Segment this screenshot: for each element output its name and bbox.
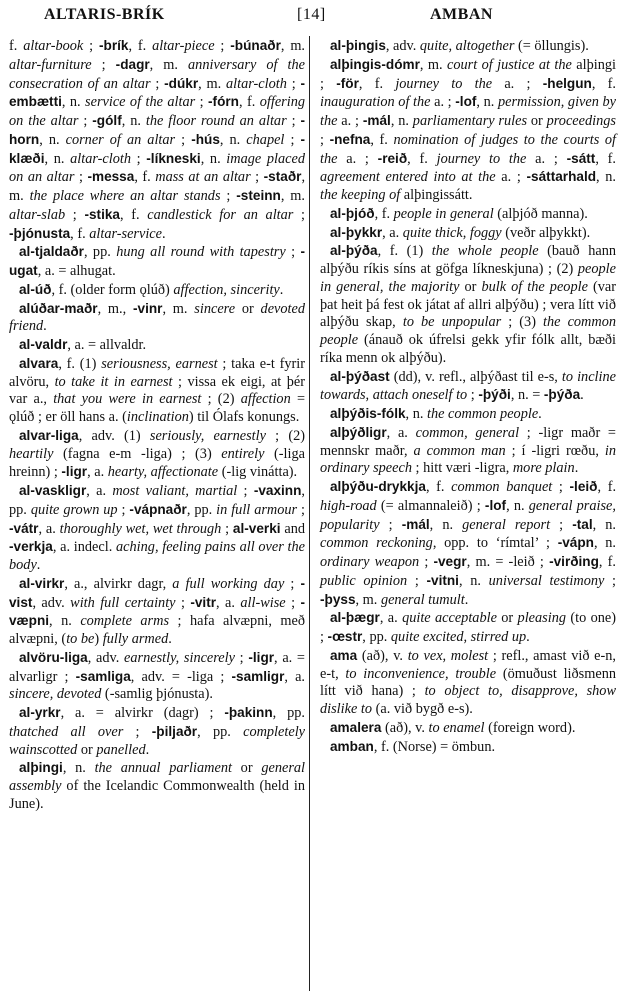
dictionary-entry: al-tjaldaðr, pp. hung all round with tapestry ; -ugat, a. = alhugat. (9, 244, 306, 279)
dictionary-entry: alvara, f. (1) seriousness, earnest ; taka e-t fyrir alvöru, to take it in earnest ; vissa ek eigi, at þér var a., that you were in earnest ; (2) affection = ǫlúð ; er öll hans a. (inclination) til Ólafs konungs. (9, 355, 306, 425)
dictionary-entry: alþýðis-fólk, n. the common people. (330, 406, 542, 422)
left-column (9, 37, 305, 814)
dictionary-entry: ama (að), v. to vex, molest ; refl., amast við e-n, e-t, to inconvenience, trouble (ömuðust liðsmenn lítt við hana) ; to object to, disapprove, show dislike to (a. við bygð e-s). (320, 647, 617, 717)
dictionary-entry: al-yrkr, a. = alvirkr (dagr) ; -þakinn, pp. thatched all over ; -þiljaðr, pp. completely wainscotted or panelled. (9, 705, 306, 758)
running-head-right: AMBAN (430, 6, 493, 23)
dictionary-entry: amban, f. (Norse) = ömbun. (330, 738, 496, 755)
dictionary-entry: al-virkr, a., alvirkr dagr, a full working day ; -vist, adv. with full certainty ; -vitr, a. all-wise ; -væpni, n. complete arms ; hafa alvæpni, með alvæpni, (to be) fully armed. (9, 575, 306, 647)
dictionary-entry: alúðar-maðr, m., -vinr, m. sincere or devoted friend. (9, 300, 306, 335)
dictionary-entry: alþingis-dómr, m. court of justice at the alþingi ; -för, f. journey to the a. ; -helgun, f. inauguration of the a. ; -lof, n. permission, given by the a. ; -mál, n. parliamentary rules or proceedings ; -nefna, f. nomination of judges to the courts of the a. ; -reið, f. journey to the a. ; -sátt, f. agreement entered into at the a. ; -sáttarhald, n. the keeping of alþingissátt. (320, 56, 616, 203)
dictionary-entry: f. altar-book ; -brík, f. altar-piece ; -búnaðr, m. altar-furniture ; -dagr, m. anniversary of the consecration of an altar ; -dúkr, m. altar-cloth ; -embætti, n. service of the altar ; -fórn, f. offering on the altar ; -gólf, n. the floor round an altar ; -horn, n. corner of an altar ; -hús, n. chapel ; -klæði, n. altar-cloth ; -líkneski, n. image placed on an altar ; -messa, f. mass at an altar ; -staðr, m. the place where an altar stands ; -steinn, m. altar-slab ; -stika, f. candlestick for an altar ; -þjónusta, f. altar-service. (9, 38, 306, 242)
dictionary-entry: al-úð, f. (older form ǫlúð) affection, sincerity. (19, 281, 284, 298)
dictionary-entry: al-þykkr, a. quite thick, foggy (veðr alþykkt). (330, 224, 591, 241)
dictionary-entry: al-þægr, a. quite acceptable or pleasing (to one) ; -œstr, pp. quite excited, stirred up. (320, 610, 616, 645)
page-header (0, 6, 625, 28)
dictionary-entry: al-vaskligr, a. most valiant, martial ; -vaxinn, pp. quite grown up ; -vápnaðr, pp. in full armour ; -vátr, a. thoroughly wet, wet through ; al-verki and -verkja, a. indecl. aching, feeling pains all over the body. (9, 483, 306, 573)
page-number: [14] (297, 6, 326, 23)
dictionary-entry: alþingi, n. the annual parliament or general assembly of the Icelandic Commonwealth (held in June). (9, 760, 306, 812)
dictionary-entry: alvöru-liga, adv. earnestly, sincerely ; -ligr, a. = alvarligr ; -samliga, adv. = -liga ; -samligr, a. sincere, devoted (-samlig þjónusta). (9, 649, 305, 703)
dictionary-entry: al-þýða, f. (1) the whole people (bauð hann alþýðu ríkis síns at göfga líkneskjuna) ; (2) people in general, the majority or bulk of the people (var þat heit þá fest ok játat af allri alþýðu) ; vera lítt við alþýðu skap, to be unpopular ; (3) the common people (ánauð ok úfrelsi gekk yfir fólk allt, bæði ríka menn ok alþýðu). (320, 243, 617, 366)
dictionary-entry: amalera (að), v. to enamel (foreign word). (330, 719, 576, 736)
dictionary-entry: alvar-liga, adv. (1) seriously, earnestly ; (2) heartily (fagna e-m -liga) ; (3) entirely (-liga hreinn) ; -ligr, a. hearty, affectionate (-lig vinátta). (9, 427, 305, 481)
right-column (320, 37, 616, 756)
running-head-left: ALTARIS-BRÍK (44, 6, 165, 23)
dictionary-entry: al-þingis, adv. quite, altogether (= öllungis). (330, 38, 589, 54)
dictionary-entry: alþýðu-drykkja, f. common banquet ; -leið, f. high-road (= almannaleið) ; -lof, n. general praise, popularity ; -mál, n. general report ; -tal, n. common reckoning, opp. to ‘rímtal’ ; -vápn, n. ordinary weapon ; -vegr, m. = -leið ; -virðing, f. public opinion ; -vitni, n. universal testimony ; -þyss, m. general tumult. (320, 479, 617, 608)
dictionary-entry: alþýðligr, a. common, general ; -ligr maðr = mennskr maðr, a common man ; í -ligri rœðu, in ordinary speech ; hitt væri -ligra, more plain. (320, 424, 617, 477)
column-divider (309, 36, 310, 991)
dictionary-entry: al-þýðast (dd), v. refl., alþýðast til e-s, to incline towards, attach oneself to ; -þýði, n. = -þýða. (320, 368, 616, 404)
dictionary-entry: al-þjóð, f. people in general (alþjóð manna). (330, 205, 588, 222)
dictionary-entry: al-valdr, a. = allvaldr. (19, 337, 147, 353)
